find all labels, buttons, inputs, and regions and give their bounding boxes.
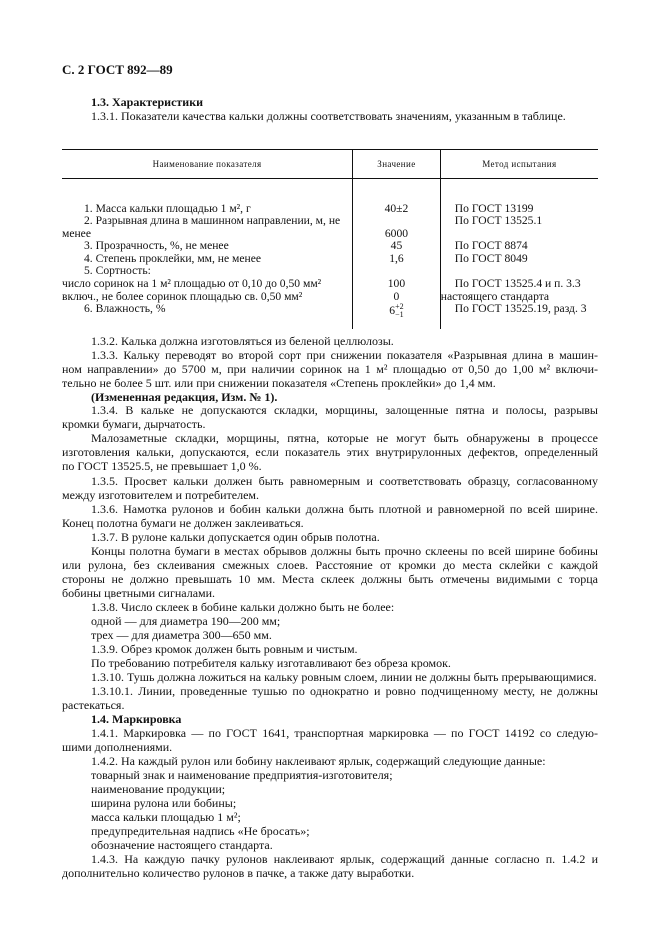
paragraph-1-3-2: 1.3.2. Калька должна изготовляться из беленой целлюлозы. [91, 334, 394, 348]
paragraph-1-3-1: 1.3.1. Показатели качества кальки должны соответствовать значениям, указанным в таблице. [91, 109, 566, 123]
row-value: 6000 [353, 215, 441, 240]
amendment-note: (Измененная редакция, Изм. № 1). [91, 390, 278, 404]
row-value: 1,6 [353, 253, 441, 266]
paragraph-1-3-7: 1.3.7. В рулоне кальки допускается один обрыв полотна. [91, 530, 380, 544]
quality-table [62, 149, 598, 329]
col-header-method: Метод испытания [440, 150, 598, 179]
paragraph-1-3-10: 1.3.10. Тушь должна ложиться на кальку ровным слоем, линии не должны быть прерывающимися. [91, 670, 597, 684]
row-name: включ., не более соринок площадью св. 0,50 мм² [62, 289, 303, 303]
section-title-characteristics: 1.3. Характеристики [91, 95, 204, 109]
row-method: По ГОСТ 13525.4 и п. 3.3 [454, 277, 581, 291]
row-name: 6. Влажность, % [84, 302, 166, 316]
row-value: 6 +2 −1 [353, 303, 441, 319]
table-header-row [62, 150, 598, 179]
col-header-value: Значение [353, 150, 441, 179]
row-name: число соринок на 1 м² площадью от 0,10 до 0,50 мм² [62, 277, 322, 291]
row-method: По ГОСТ 13525.19, разд. 3 [454, 302, 587, 316]
table-row [62, 240, 598, 253]
row-method: По ГОСТ 13525.1 [454, 214, 543, 228]
row-name: 4. Степень проклейки, мм, не менее [84, 251, 262, 265]
row-name [62, 215, 353, 240]
paragraph-1-3-9b: По требованию потребителя кальку изготавливают без обреза кромок. [91, 656, 451, 670]
row-method: По ГОСТ 8874 [454, 239, 528, 253]
table-row [62, 215, 598, 240]
row-value: 0 [353, 291, 441, 304]
row-value: 40±2 [353, 203, 441, 216]
row-method: По ГОСТ 13199 [454, 201, 534, 215]
row-method: настоящего стандарта [440, 289, 550, 303]
row-value: 45 [353, 240, 441, 253]
row-name: 5. Сортность: [84, 264, 151, 278]
row-value: 100 [353, 278, 441, 291]
table-row [62, 278, 598, 291]
row-method: По ГОСТ 8049 [454, 251, 528, 265]
col-header-name: Наименование показателя [62, 150, 353, 179]
row-name: 1. Масса кальки площадью 1 м², г [84, 201, 251, 215]
paragraph-1-3-9: 1.3.9. Обрез кромок должен быть ровным и чистым. [91, 642, 358, 656]
section-title-marking: 1.4. Маркировка [91, 712, 182, 726]
page-header: С. 2 ГОСТ 892—89 [62, 62, 173, 77]
table-row [62, 303, 598, 319]
row-name: 3. Прозрачность, %, не менее [84, 239, 229, 253]
row-name-line2: менее [62, 226, 91, 240]
row-name-line1: 2. Разрывная длина в машинном направлении, м, не [84, 214, 341, 228]
